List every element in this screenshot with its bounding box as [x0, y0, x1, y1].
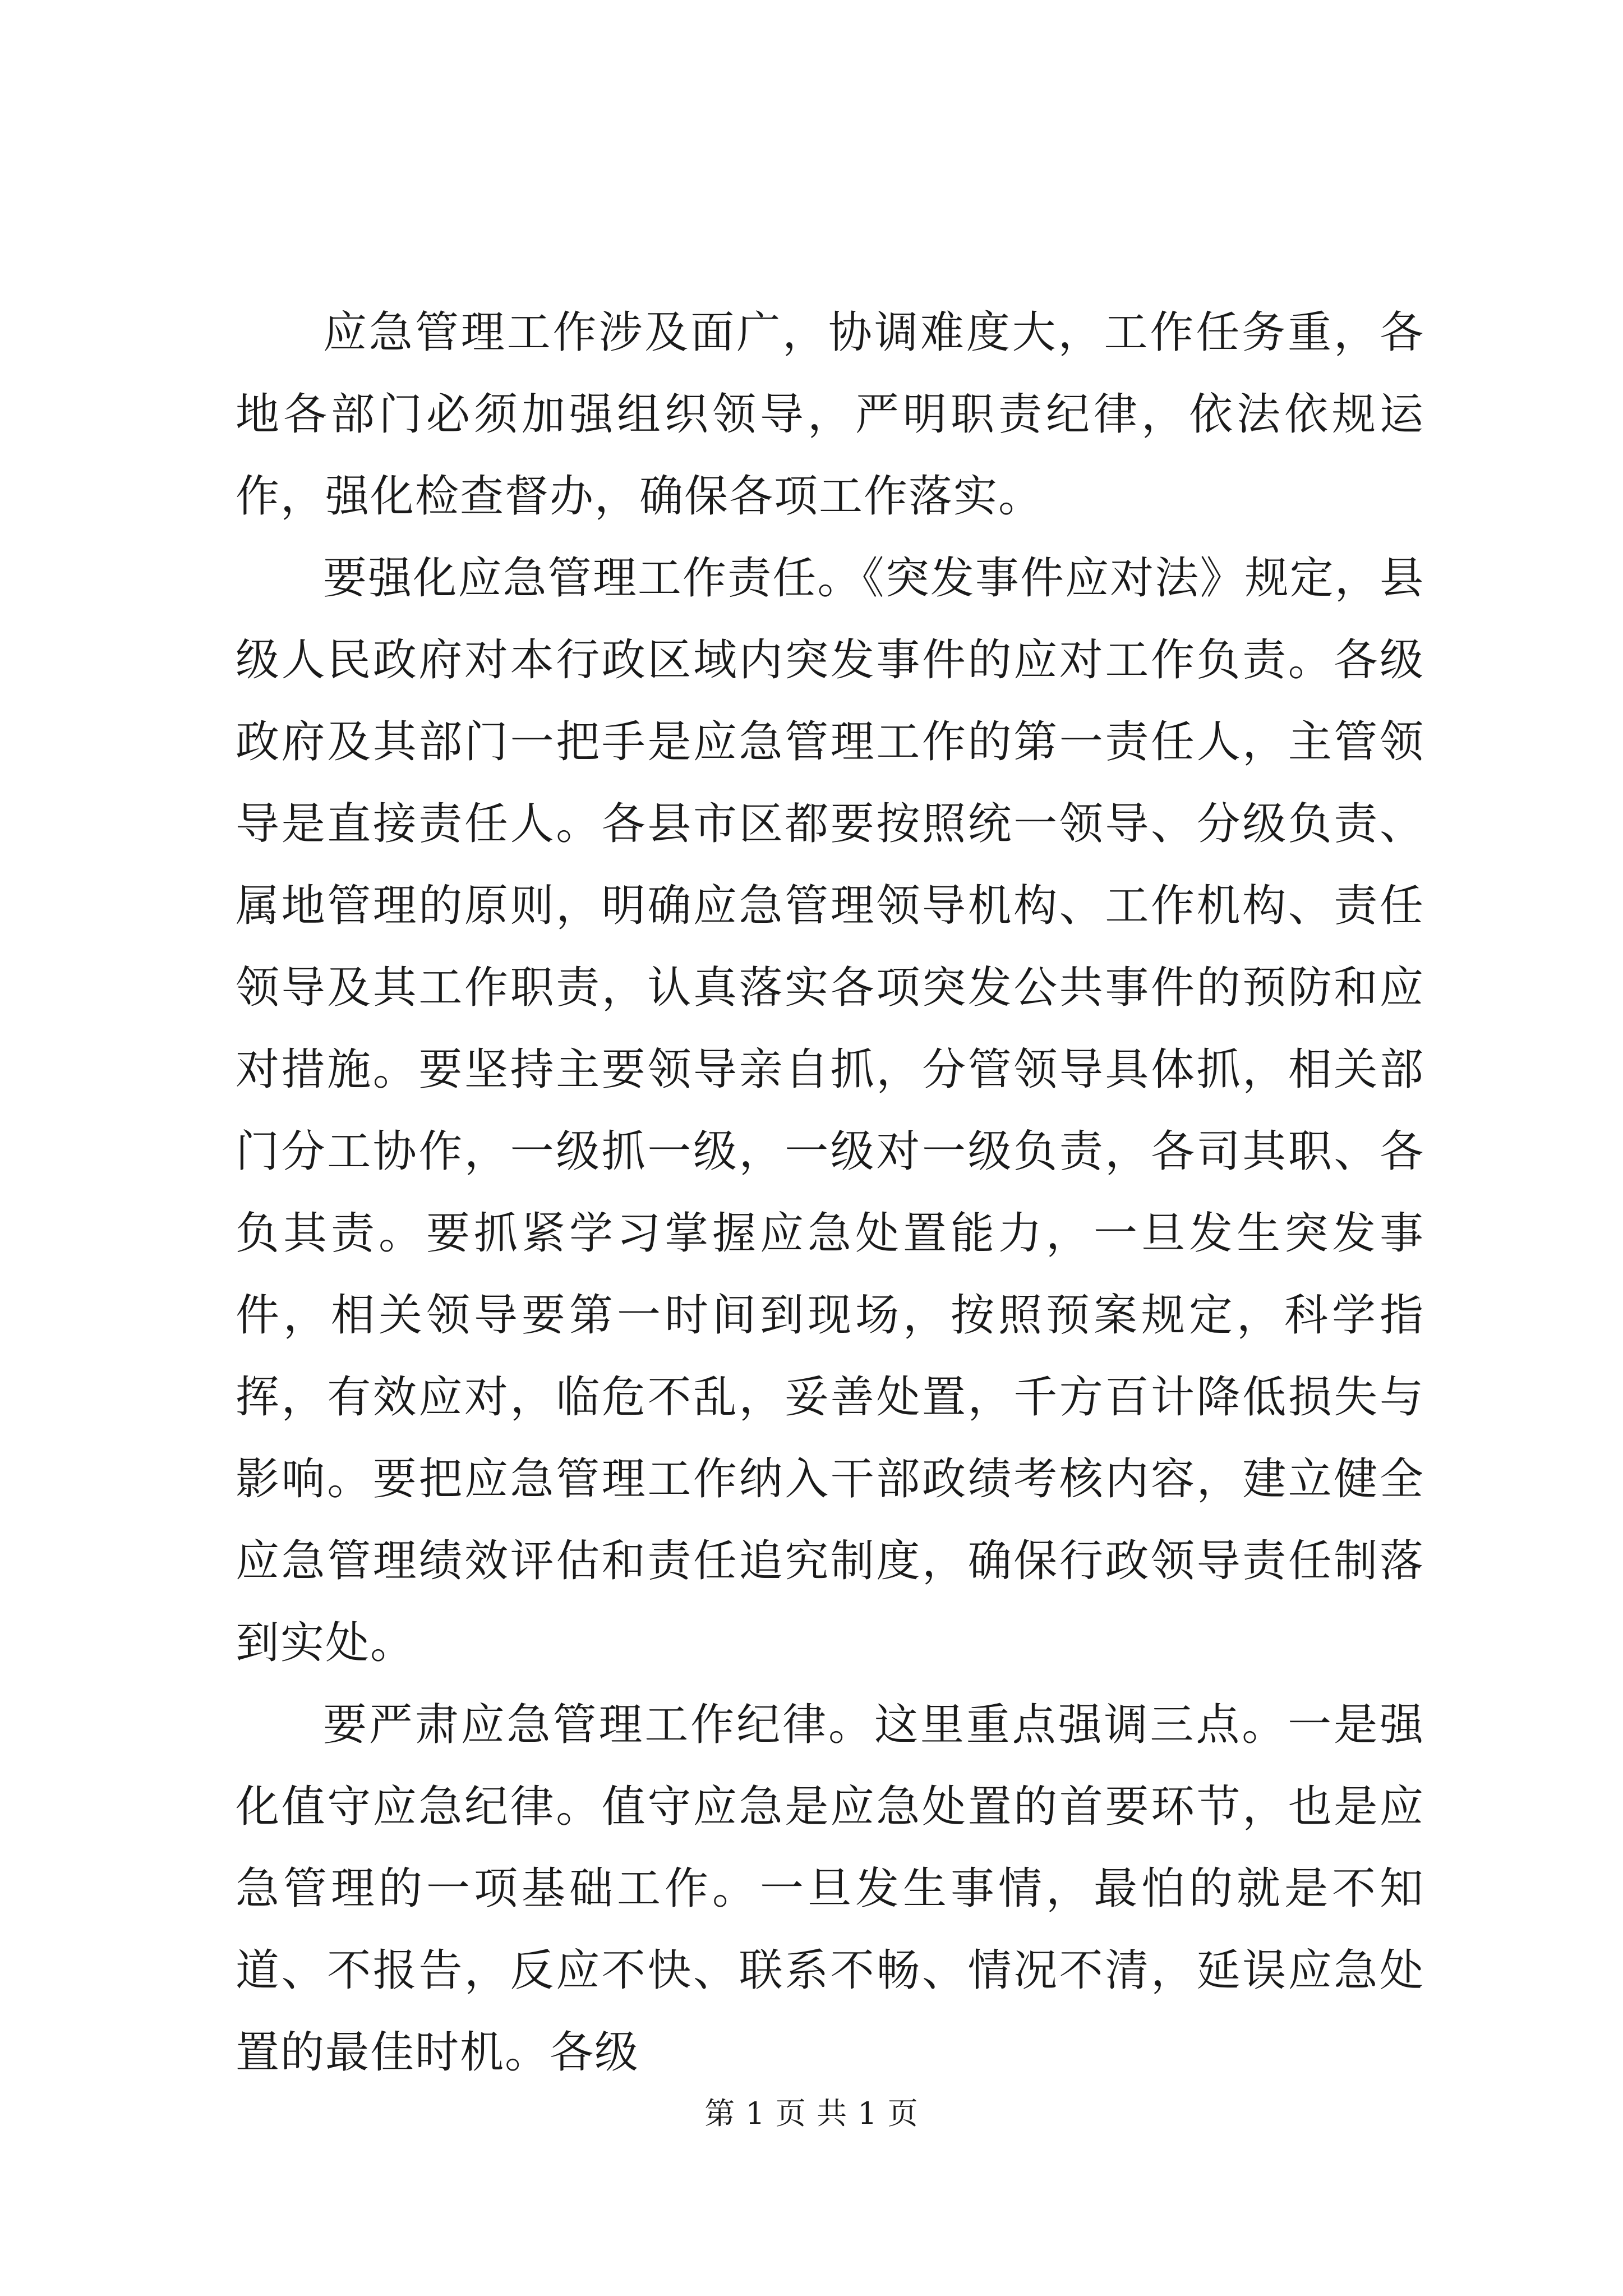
paragraph-2: 要强化应急管理工作责任。《突发事件应对法》规定，县级人民政府对本行政区域内突发事件的应对工作负责。各级政府及其部门一把手是应急管理工作的第一责任人，主管领导是直接责任人。各县市区都要按照统一领导、分级负责、属地管理的原则，明确应急管理领导机构、工作机构、责任领导及其工作职责，认真落实各项突发公共事件的预防和应对措施。要坚持主要领导亲自抓，分管领导具体抓，相关部门分工协作，一级抓一级，一级对一级负责，各司其职、各负其责。要抓紧学习掌握应急处置能力，一旦发生突发事件，相关领导要第一时间到现场，按照预案规定，科学指挥，有效应对，临危不乱，妥善处置，千方百计降低损失与影响。要把应急管理工作纳入干部政绩考核内容，建立健全应急管理绩效评估和责任追究制度，确保行政领导责任制落到实处。: [236, 553, 1424, 1668]
paragraph-1: 应急管理工作涉及面广，协调难度大，工作任务重，各地各部门必须加强组织领导，严明职责纪律，依法依规运作，强化检查督办，确保各项工作落实。: [236, 307, 1424, 522]
page-footer: 第 1 页 共 1 页: [704, 2096, 919, 2131]
document-body: [236, 292, 1424, 2093]
paragraph-3: 要严肃应急管理工作纪律。这里重点强调三点。一是强化值守应急纪律。值守应急是应急处置的首要环节，也是应急管理的一项基础工作。一旦发生事情，最怕的就是不知道、不报告，反应不快、联系不畅、情况不清，延误应急处置的最佳时机。各级: [236, 1700, 1424, 2078]
